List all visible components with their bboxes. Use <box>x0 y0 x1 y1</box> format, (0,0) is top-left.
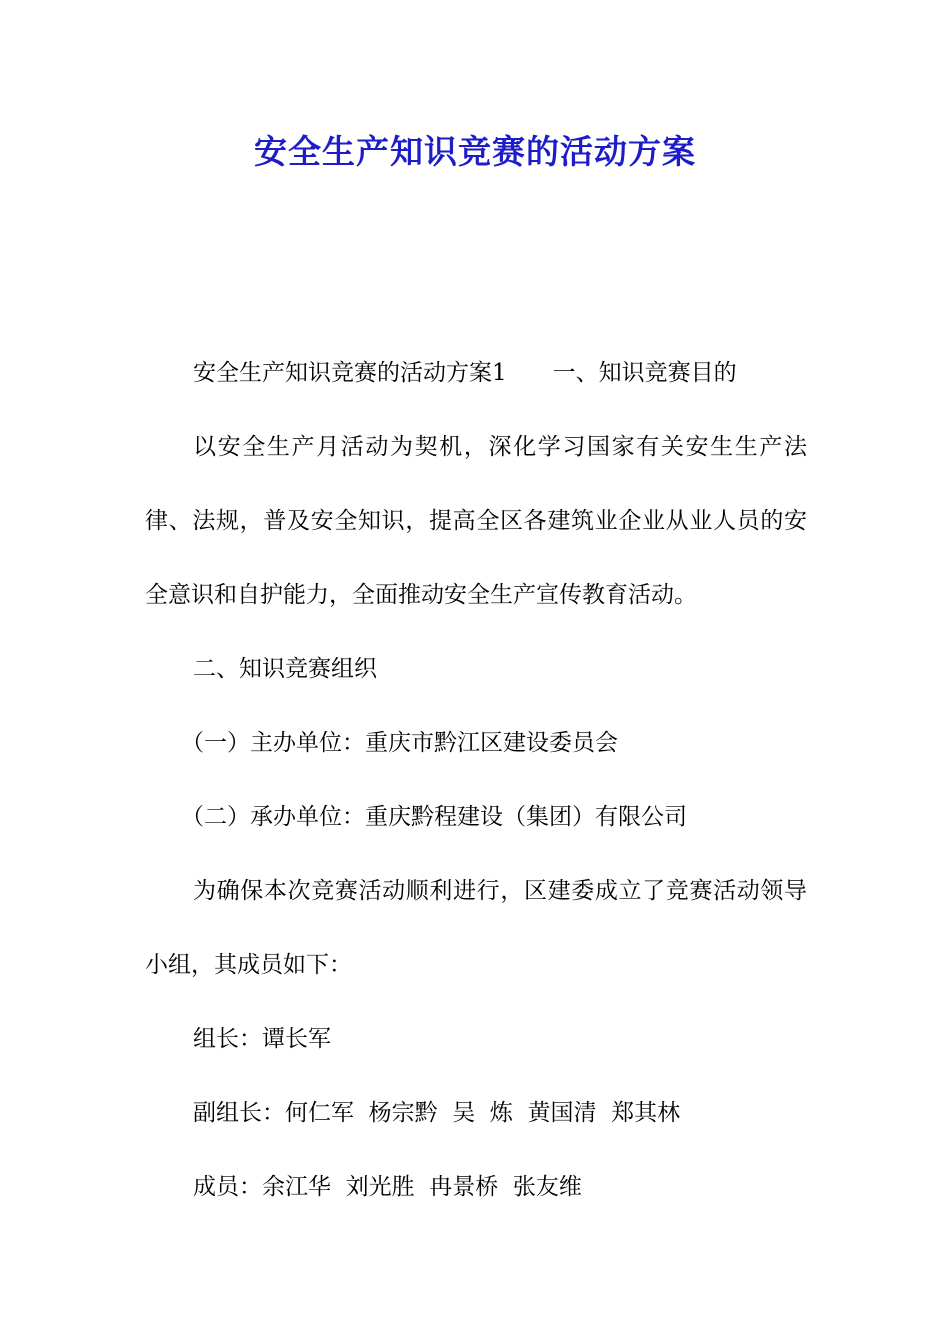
paragraph-intro: 安全生产知识竞赛的活动方案1 一、知识竞赛目的 <box>193 360 737 386</box>
paragraph-co-organizer: （二）承办单位：重庆黔程建设（集团）有限公司 <box>181 804 687 830</box>
paragraph-leadership-group: 为确保本次竞赛活动顺利进行，区建委成立了竞赛活动领导小组，其成员如下： <box>145 878 807 978</box>
paragraph-organizer: （一）主办单位：重庆市黔江区建设委员会 <box>181 730 618 756</box>
paragraph-group-leader: 组长：谭长军 <box>193 1026 331 1052</box>
paragraph-deputy-leaders: 副组长：何仁军 杨宗黔 吴 炼 黄国清 郑其林 <box>193 1100 681 1126</box>
paragraph-purpose: 以安全生产月活动为契机，深化学习国家有关安生生产法律、法规，普及安全知识，提高全区各建筑业企业从业人员的安全意识和自护能力，全面推动安全生产宣传教育活动。 <box>145 434 807 608</box>
paragraph-section-heading: 二、知识竞赛组织 <box>193 656 377 682</box>
document-body <box>145 336 807 1224</box>
document-title: 安全生产知识竞赛的活动方案 <box>254 132 696 171</box>
paragraph-members: 成员：余江华 刘光胜 冉景桥 张友维 <box>193 1174 582 1200</box>
